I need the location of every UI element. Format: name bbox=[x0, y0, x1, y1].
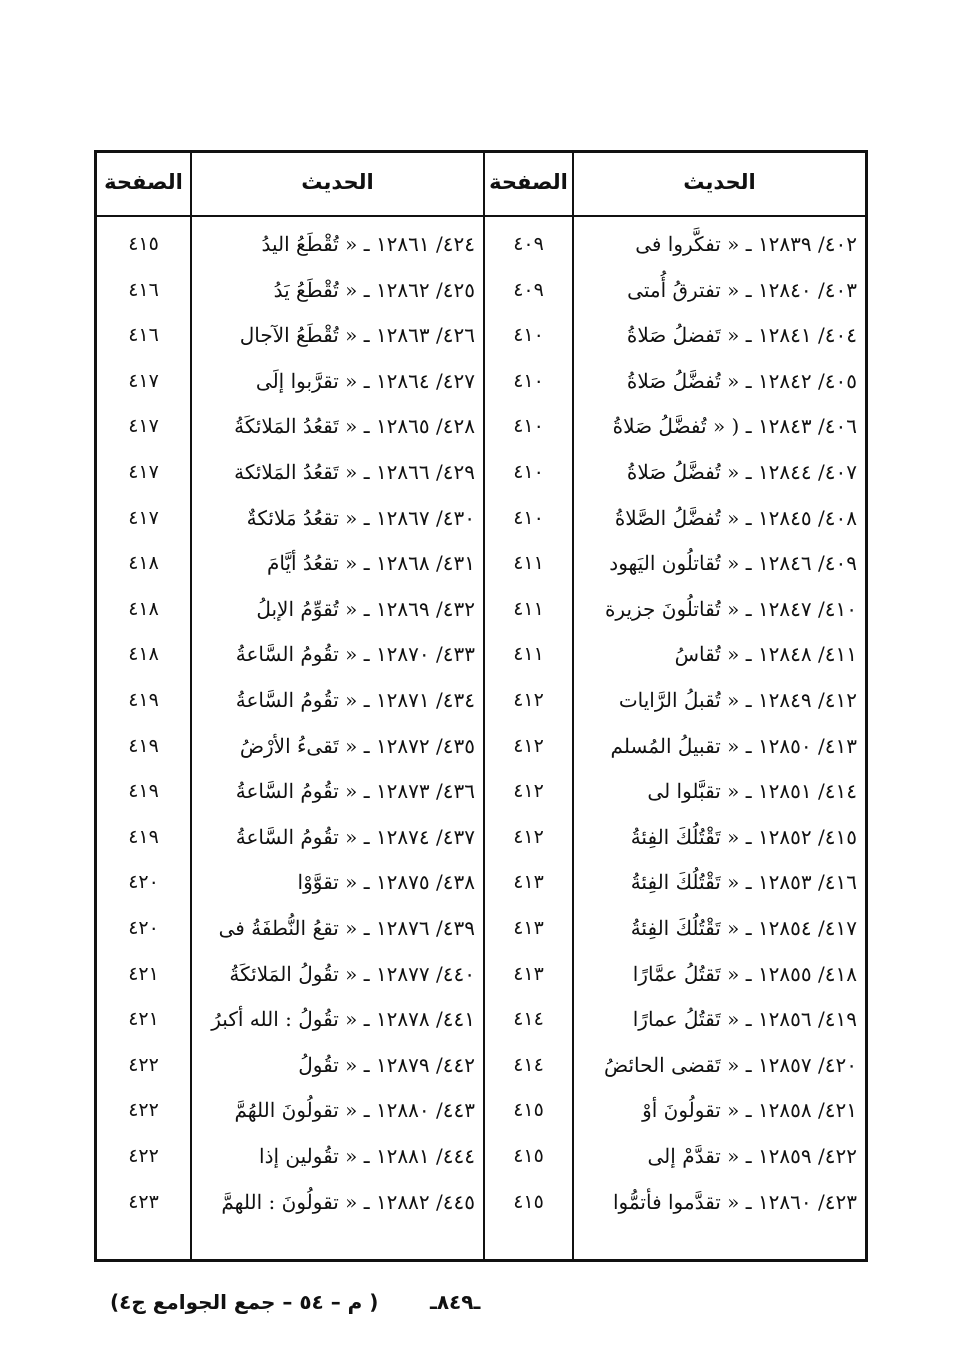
hadith-entry: ٤٢٠/ ١٢٨٥٧ ـ « تَقضى الحائضُ bbox=[603, 1052, 857, 1077]
hadith-entry: ٤٢٢/ ١٢٨٥٩ ـ « تقدَّمْ إلى bbox=[647, 1144, 857, 1168]
table-row bbox=[97, 449, 865, 495]
page-ref: ٤١٩ bbox=[128, 780, 159, 803]
hadith-entry: ٤٣٤/ ١٢٨٧١ ـ « تقُومُ السَّاعةُ bbox=[235, 688, 475, 712]
index-table bbox=[94, 150, 868, 1262]
page-ref: ٤١٩ bbox=[128, 825, 159, 848]
table-row bbox=[97, 814, 865, 860]
table-row bbox=[97, 586, 865, 632]
page-ref: ٤١٦ bbox=[128, 324, 159, 347]
header-page-left: الصفحة bbox=[104, 170, 183, 194]
page-ref: ٤١٩ bbox=[128, 734, 159, 757]
page-ref: ٤١١ bbox=[513, 552, 544, 575]
hadith-entry: ٤٠٦/ ١٢٨٤٣ ـ ( « تُفضَّلُ صَلاةُ bbox=[612, 414, 857, 439]
hadith-entry: ٤٤٤/ ١٢٨٨١ ـ « تقُولين إذا bbox=[259, 1144, 475, 1168]
page-ref: ٤١٧ bbox=[128, 506, 159, 529]
hadith-entry: ٤٤٣/ ١٢٨٨٠ ـ « تقولُونَ اللهُمَّ bbox=[234, 1098, 475, 1123]
table-row bbox=[97, 1179, 865, 1225]
hadith-entry: ٤١٦/ ١٢٨٥٣ ـ « تَقْتُلُكَ الفِئةُ bbox=[630, 870, 857, 895]
table-row bbox=[97, 312, 865, 358]
page-ref: ٤٢١ bbox=[128, 962, 159, 985]
page-ref: ٤١١ bbox=[513, 643, 544, 666]
hadith-entry: ٤٠٤/ ١٢٨٤١ ـ « تَفضلُ صَلاةُ bbox=[626, 323, 857, 348]
hadith-entry: ٤٣٦/ ١٢٨٧٣ ـ « تقُومُ السَّاعةُ bbox=[235, 779, 475, 804]
hadith-entry: ٤٢٩/ ١٢٨٦٦ ـ « تَقعُدُ المَلائكة bbox=[234, 460, 475, 484]
table-row bbox=[97, 267, 865, 313]
page-ref: ٤٢٠ bbox=[128, 917, 159, 939]
table-row bbox=[97, 540, 865, 586]
table-row bbox=[97, 1042, 865, 1088]
hadith-entry: ٤٢٤/ ١٢٨٦١ ـ « تُقْطَعُ اليدُ bbox=[261, 232, 475, 256]
page-ref: ٤١١ bbox=[513, 597, 544, 620]
page-ref: ٤١٠ bbox=[513, 506, 544, 529]
page-ref: ٤١٢ bbox=[513, 825, 544, 848]
page-ref: ٤١٣ bbox=[513, 962, 544, 985]
hadith-entry: ٤٤٠/ ١٢٨٧٧ ـ « تقُولُ المَلائكَةُ bbox=[229, 961, 475, 986]
page-ref: ٤٠٩ bbox=[513, 278, 544, 301]
table-row bbox=[97, 859, 865, 905]
header-hadith-right: الحديث bbox=[683, 170, 756, 194]
page-footer bbox=[0, 1290, 960, 1330]
page-ref: ٤١٦ bbox=[128, 278, 159, 301]
page-ref: ٤١٠ bbox=[513, 369, 544, 392]
page-ref: ٤١٣ bbox=[513, 917, 544, 939]
page-ref: ٤١٢ bbox=[513, 689, 544, 711]
page-ref: ٤١٤ bbox=[513, 1008, 544, 1031]
table-row bbox=[97, 951, 865, 997]
hadith-entry: ٤٣٨/ ١٢٨٧٥ ـ « تقوَّوْا bbox=[297, 870, 475, 895]
page-ref: ٤١٣ bbox=[513, 871, 544, 894]
table-row bbox=[97, 403, 865, 449]
table-row bbox=[97, 221, 865, 267]
page-ref: ٤١٠ bbox=[513, 324, 544, 347]
header-page-right: الصفحة bbox=[489, 170, 568, 194]
table-row bbox=[97, 495, 865, 541]
page-ref: ٤١٢ bbox=[513, 780, 544, 803]
page-ref: ٤٢٣ bbox=[128, 1190, 159, 1213]
page-ref: ٤١٤ bbox=[513, 1053, 544, 1076]
page-ref: ٤٢٠ bbox=[128, 871, 159, 894]
page-ref: ٤١٥ bbox=[513, 1099, 544, 1122]
page-ref: ٤١٠ bbox=[513, 415, 544, 438]
table-row bbox=[97, 723, 865, 769]
page-ref: ٤١٨ bbox=[128, 643, 159, 666]
page-ref: ٤٢١ bbox=[128, 1008, 159, 1031]
hadith-entry: ٤٣٥/ ١٢٨٧٢ ـ « تَقىءُ الأرْضُ bbox=[239, 733, 475, 758]
page-ref: ٤١٠ bbox=[513, 461, 544, 483]
book-reference: ( م – ٥٤ – جمع الجوامع ج٤) bbox=[110, 1290, 379, 1314]
table-row bbox=[97, 677, 865, 723]
table-row bbox=[97, 631, 865, 677]
hadith-entry: ٤١١/ ١٢٨٤٨ ـ « تُقاسُ bbox=[674, 642, 857, 667]
page-ref: ٤٢٢ bbox=[128, 1099, 159, 1122]
table-row bbox=[97, 996, 865, 1042]
hadith-entry: ٤٣٧/ ١٢٨٧٤ ـ « تقُومُ السَّاعةُ bbox=[235, 824, 475, 849]
page-ref: ٤١٥ bbox=[128, 233, 159, 255]
page-ref: ٤١٧ bbox=[128, 461, 159, 483]
hadith-entry: ٤٢٧/ ١٢٨٦٤ ـ « تقرَّبوا إلَى bbox=[255, 368, 475, 393]
hadith-entry: ٤٢٦/ ١٢٨٦٣ ـ « تُقْطَعُ الآجال bbox=[239, 323, 475, 348]
table-row bbox=[97, 768, 865, 814]
hadith-entry: ٤٤٢/ ١٢٨٧٩ ـ « تقُولُ bbox=[298, 1052, 475, 1077]
hadith-entry: ٤١٠/ ١٢٨٤٧ ـ « تُقاتلُونَ جزيرة bbox=[604, 596, 857, 621]
page-ref: ٤٠٩ bbox=[513, 233, 544, 255]
hadith-entry: ٤٠٧/ ١٢٨٤٤ ـ « تُفضَّلُ صَلاةُ bbox=[626, 460, 857, 484]
table-row bbox=[97, 358, 865, 404]
table-row bbox=[97, 1087, 865, 1133]
hadith-entry: ٤٠٣/ ١٢٨٤٠ ـ « تفترقُ أُمتى bbox=[627, 277, 857, 302]
hadith-entry: ٤١٣/ ١٢٨٥٠ ـ « تقبيلُ المُسلم bbox=[610, 733, 857, 758]
page-ref: ٤١٨ bbox=[128, 552, 159, 575]
header-hadith-left: الحديث bbox=[301, 170, 374, 194]
table-row bbox=[97, 905, 865, 951]
hadith-entry: ٤١٩/ ١٢٨٥٦ ـ « تَقتُلُ عمارًا bbox=[632, 1007, 857, 1032]
page-ref: ٤١٩ bbox=[128, 689, 159, 711]
hadith-entry: ٤٤١/ ١٢٨٧٨ ـ « تقُولُ : الله أكبرُ bbox=[211, 1007, 475, 1032]
hadith-entry: ٤٣١/ ١٢٨٦٨ ـ « تقعُدُ أيَّامَ bbox=[266, 551, 475, 576]
hadith-entry: ٤١٢/ ١٢٨٤٩ ـ « تُقبلُ الرَّايات bbox=[618, 688, 857, 712]
hadith-entry: ٤١٨/ ١٢٨٥٥ ـ « تَقتُلُ عمَّارًا bbox=[632, 961, 857, 986]
hadith-entry: ٤٣٠/ ١٢٨٦٧ ـ « تقعُدُ مَلائكةٌ bbox=[246, 505, 475, 530]
hadith-entry: ٤١٥/ ١٢٨٥٢ ـ « تَقْتُلُكَ الفِئةُ bbox=[630, 824, 857, 849]
hadith-entry: ٤٣٣/ ١٢٨٧٠ ـ « تقُومُ السَّاعةُ bbox=[235, 642, 475, 667]
table-row bbox=[97, 1133, 865, 1179]
hadith-entry: ٤٢٣/ ١٢٨٦٠ ـ « تقدَّموا فأتمُّوا bbox=[612, 1189, 857, 1214]
hadith-entry: ٤١٧/ ١٢٨٥٤ ـ « تَقْتُلُكَ الفِئةُ bbox=[630, 916, 857, 940]
hadith-entry: ٤٠٩/ ١٢٨٤٦ ـ « تُقاتلُون اليَهود bbox=[609, 551, 857, 576]
hadith-entry: ٤٣٢/ ١٢٨٦٩ ـ « تُقوِّمُ الإبلُ bbox=[256, 596, 475, 621]
page-ref: ٤١٨ bbox=[128, 597, 159, 620]
hadith-entry: ٤٢١/ ١٢٨٥٨ ـ « تقولُونَ أوْ bbox=[642, 1098, 857, 1123]
page-ref: ٤١٥ bbox=[513, 1190, 544, 1213]
hadith-entry: ٤١٤/ ١٢٨٥١ ـ « تقبَّلوا لى bbox=[647, 779, 857, 804]
page-ref: ٤١٧ bbox=[128, 415, 159, 438]
hadith-entry: ٤٤٥/ ١٢٨٨٢ ـ « تقولُونَ : اللهمَّ bbox=[221, 1189, 475, 1214]
page-ref: ٤١٧ bbox=[128, 369, 159, 392]
hadith-entry: ٤٢٨/ ١٢٨٦٥ ـ « تَقعُدُ المَلائكَةُ bbox=[234, 414, 475, 439]
page-ref: ٤٢٢ bbox=[128, 1053, 159, 1076]
hadith-entry: ٤٢٥/ ١٢٨٦٢ ـ « تُقْطَعُ يَدُ bbox=[273, 277, 475, 302]
hadith-entry: ٤٠٢/ ١٢٨٣٩ ـ « تفكَّروا فى bbox=[635, 232, 857, 256]
page-ref: ٤١٥ bbox=[513, 1145, 544, 1167]
page-number: ـ٨٤٩ـ bbox=[430, 1290, 481, 1314]
hadith-entry: ٤٠٥/ ١٢٨٤٢ ـ « تُفضَّلُ صَلاةُ bbox=[626, 368, 857, 393]
hadith-entry: ٤٣٩/ ١٢٨٧٦ ـ « تقعُ النُّطفَةُ فى bbox=[218, 916, 475, 940]
hadith-entry: ٤٠٨/ ١٢٨٤٥ ـ « تُفضَّلُ الصَّلاةُ bbox=[614, 505, 857, 530]
page-ref: ٤٢٢ bbox=[128, 1145, 159, 1167]
page-ref: ٤١٢ bbox=[513, 734, 544, 757]
